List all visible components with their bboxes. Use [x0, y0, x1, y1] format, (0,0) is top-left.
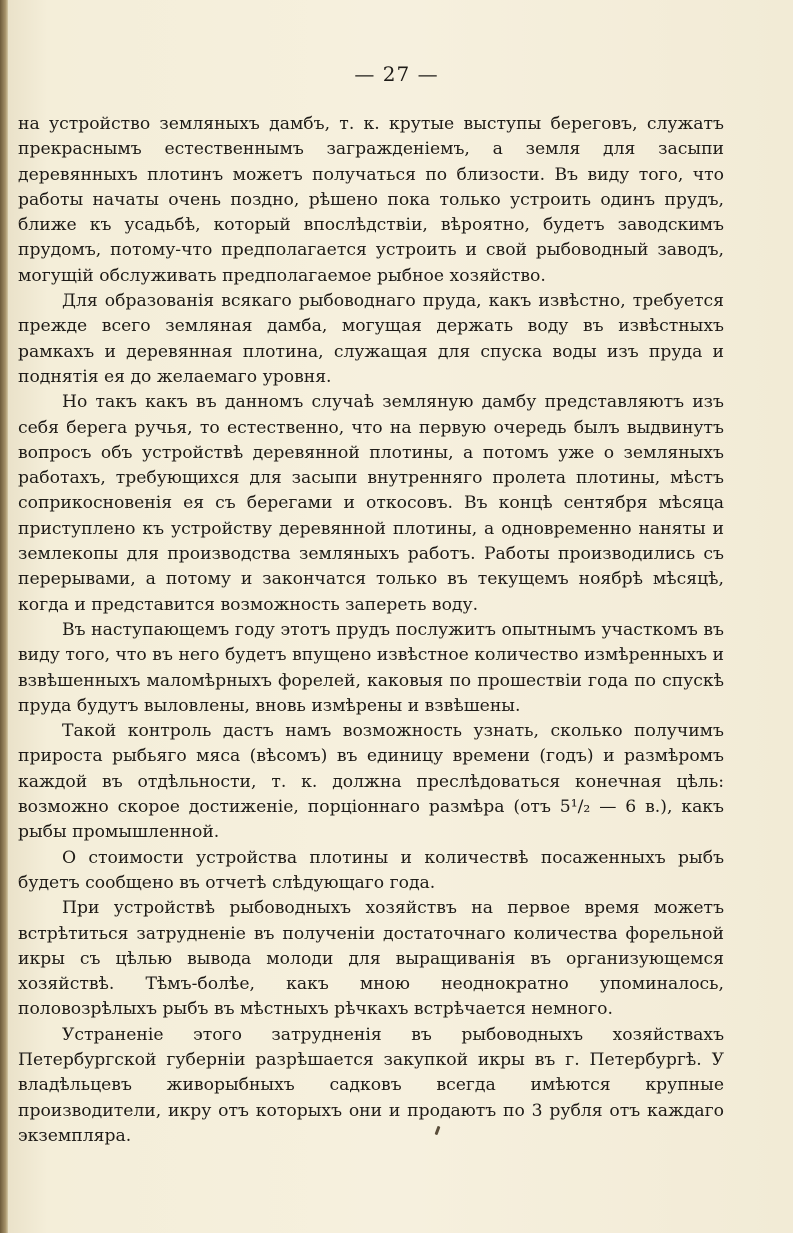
paragraph-6: О стоимости устройства плотины и количествѣ посаженныхъ рыбъ будетъ сообщено въ отчетѣ слѣдующаго года.: [18, 847, 724, 893]
paragraph-3: Но такъ какъ въ данномъ случаѣ земляную дамбу представляютъ изъ себя берега ручья, то естественно, что на первую очередь былъ выдвинутъ вопросъ объ устройствѣ деревянной плотины, а потомъ уже о земляныхъ работахъ, требующихся для засыпи внутренняго пролета плотины, мѣстъ соприкосновенія ея съ берегами и откосовъ. Въ концѣ сентября мѣсяца приступлено къ устройству деревянной плотины, а одновременно наняты и землекопы для производства земляныхъ работъ. Работы производились съ перерывами, а потому и закончатся только въ текущемъ ноябрѣ мѣсяцѣ, когда и представится возможность запереть воду.: [18, 392, 724, 615]
page-body: [18, 112, 724, 1149]
paragraph-5: Такой контроль дастъ намъ возможность узнать, сколько получимъ прироста рыбьяго мяса (вѣсомъ) въ единицу времени (годъ) и размѣромъ каждой въ отдѣльности, т. к. должна преслѣдоваться конечная цѣль: возможно скорое достиженіе, порціоннаго размѣра (отъ 5¹/₂ — 6 в.), какъ рыбы промышленной.: [18, 721, 724, 843]
paragraph-4: Въ наступающемъ году этотъ прудъ послужитъ опытнымъ участкомъ въ виду того, что въ него будетъ впущено извѣстное количество измѣренныхъ и взвѣшенныхъ маломѣрныхъ форелей, каковыя по прошествіи года по спускѣ пруда будутъ выловлены, вновь измѣрены и взвѣшены.: [18, 619, 724, 716]
paragraph-2: Для образованія всякаго рыбоводнаго пруда, какъ извѣстно, требуется прежде всего земляная дамба, могущая держать воду въ извѣстныхъ рамкахъ и деревянная плотина, служащая для спуска воды изъ пруда и поднятія ея до желаемаго уровня.: [18, 291, 724, 387]
page-number: — 27 —: [354, 62, 439, 86]
page-binding-edge: [0, 0, 8, 1233]
paragraph-1: на устройство земляныхъ дамбъ, т. к. крутые выступы береговъ, служатъ прекраснымъ естественнымъ загражденіемъ, а земля для засыпи деревянныхъ плотинъ можетъ получаться по близости. Въ виду того, что работы начаты очень поздно, рѣшено пока только устроить одинъ прудъ, ближе къ усадьбѣ, который впослѣдствіи, вѣроятно, будетъ заводскимъ прудомъ, потому-что предполагается устроить и свой рыбоводный заводъ, могущій обслуживать предполагаемое рыбное хозяйство.: [18, 114, 724, 286]
paragraph-8: Устраненіе этого затрудненія въ рыбоводныхъ хозяйствахъ Петербургской губерніи разрѣшается закупкой икры въ г. Петербургѣ. У владѣльцевъ живорыбныхъ садковъ всегда имѣются крупные производители, икру отъ которыхъ они и продаютъ по 3 рубля отъ каждаго экземпляра.: [18, 1024, 724, 1146]
paragraph-7: При устройствѣ рыбоводныхъ хозяйствъ на первое время можетъ встрѣтиться затрудненіе въ полученіи достаточнаго количества форельной икры съ цѣлью вывода молоди для выращиванія въ организующемся хозяйствѣ. Тѣмъ-болѣе, какъ мною неоднократно упоминалось, половозрѣлыхъ рыбъ въ мѣстныхъ рѣчкахъ встрѣчается немного.: [18, 898, 724, 1020]
